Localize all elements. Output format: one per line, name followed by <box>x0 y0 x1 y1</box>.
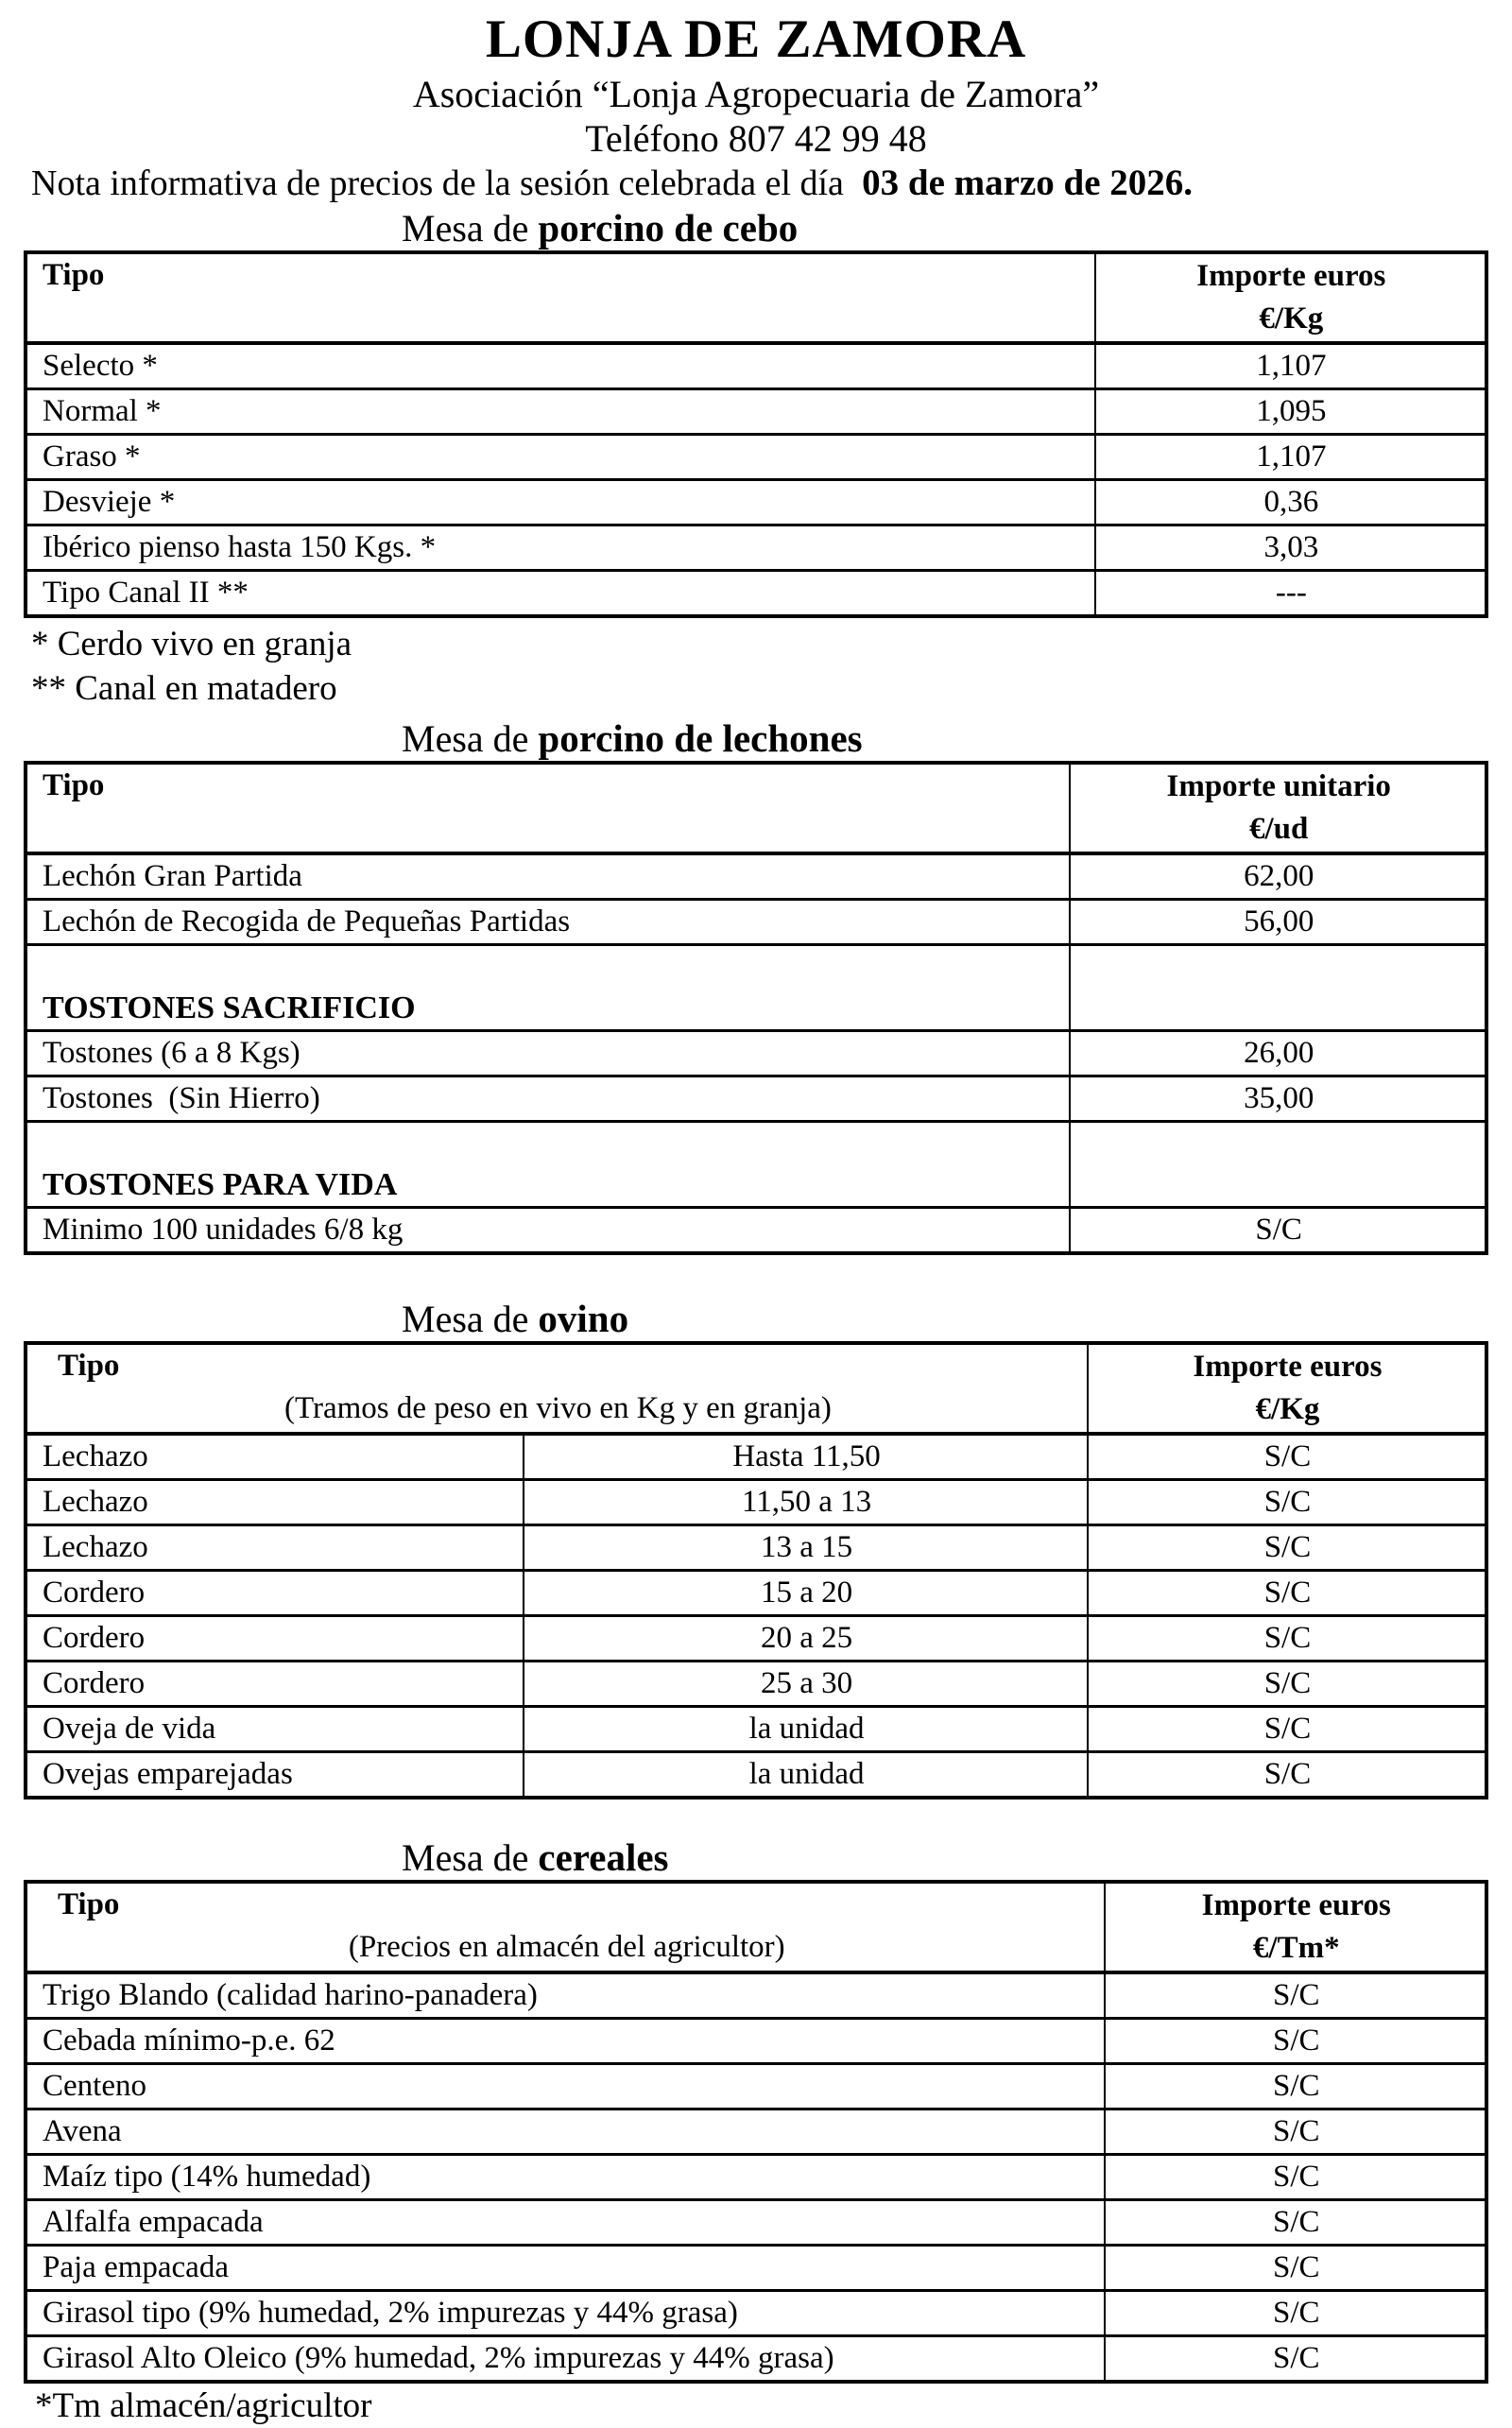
table-row <box>26 1480 1486 1525</box>
heading-bold: porcino de lechones <box>538 716 863 760</box>
row-label: Graso * <box>26 435 1095 480</box>
footnote-tm-warehouse: *Tm almacén/agricultor <box>35 2386 372 2425</box>
col-header-tipo <box>26 1343 1088 1434</box>
row-label: Paja empacada <box>26 2246 1105 2291</box>
table-row <box>26 2155 1486 2200</box>
row-price-value: S/C <box>1088 1434 1486 1480</box>
row-label: Avena <box>26 2109 1105 2155</box>
col-header-amount-unit: Importe euros <box>1201 1888 1391 1922</box>
row-price-value: S/C <box>1088 1525 1486 1571</box>
table-row <box>26 1752 1486 1799</box>
table-row <box>26 1616 1486 1662</box>
col-header-amount-unit: Importe unitario <box>1166 769 1391 803</box>
row-price-value: S/C <box>1088 1571 1486 1616</box>
row-label: Ovejas emparejadas <box>26 1752 524 1799</box>
row-weight-range: 11,50 a 13 <box>524 1480 1088 1525</box>
row-label: Tostones (Sin Hierro) <box>26 1076 1070 1122</box>
row-price-value: S/C <box>1105 2019 1486 2064</box>
col-header-tipo-subnote: (Tramos de peso en vivo en Kg y en granja) <box>284 1391 832 1425</box>
row-price-value: S/C <box>1105 2064 1486 2109</box>
col-header-tipo-subnote: (Precios en almacén del agricultor) <box>348 1930 785 1964</box>
table-row <box>26 1076 1486 1122</box>
col-header-amount-measure: €/ud <box>1249 812 1309 846</box>
row-weight-range: 15 a 20 <box>524 1571 1088 1616</box>
row-price-value: 56,00 <box>1070 900 1486 945</box>
heading-prefix: Mesa de <box>402 1298 539 1340</box>
row-label: Selecto * <box>26 343 1095 389</box>
heading-bold: porcino de cebo <box>538 206 799 250</box>
table-row <box>26 435 1486 480</box>
row-weight-range: 20 a 25 <box>524 1616 1088 1662</box>
phone-line: Teléfono 807 42 99 48 <box>585 117 927 160</box>
footnote-carcass: ** Canal en matadero <box>31 669 337 708</box>
session-note <box>24 161 1488 206</box>
row-price-value: 1,095 <box>1095 389 1486 435</box>
table-row <box>26 2336 1486 2383</box>
row-label: Normal * <box>26 389 1095 435</box>
col-header-amount-measure: €/Kg <box>1259 301 1324 336</box>
table-row <box>26 1208 1486 1254</box>
table-row <box>26 1662 1486 1707</box>
row-label: Cebada mínimo-p.e. 62 <box>26 2019 1105 2064</box>
row-label: Minimo 100 unidades 6/8 kg <box>26 1208 1070 1254</box>
col-header-amount <box>1105 1882 1486 1972</box>
table-row <box>26 945 1486 1031</box>
table-row <box>26 853 1486 900</box>
row-label: Lechazo <box>26 1434 524 1480</box>
row-label: Cordero <box>26 1616 524 1662</box>
row-label: Cordero <box>26 1571 524 1616</box>
table-row <box>26 2019 1486 2064</box>
ovino-table <box>24 1341 1488 1799</box>
table-row <box>26 1031 1486 1076</box>
row-price-value: S/C <box>1088 1662 1486 1707</box>
row-label: Lechón de Recogida de Pequeñas Partidas <box>26 900 1070 945</box>
row-price-value <box>1070 945 1486 1031</box>
col-header-tipo: Tipo <box>26 252 1095 343</box>
footnotes-block <box>24 622 1488 711</box>
col-header-amount-unit: Importe euros <box>1196 259 1386 293</box>
table-row <box>26 1434 1486 1480</box>
row-weight-range: la unidad <box>524 1752 1088 1799</box>
section-heading-porcino-cebo <box>24 206 1488 250</box>
row-price-value: --- <box>1095 571 1486 617</box>
table-row <box>26 1525 1486 1571</box>
table-row <box>26 480 1486 525</box>
row-price-value: S/C <box>1105 2200 1486 2246</box>
table-row <box>26 900 1486 945</box>
col-header-tipo-label: Tipo <box>58 1349 120 1383</box>
row-label: Trigo Blando (calidad harino-panadera) <box>26 1972 1105 2019</box>
table-row <box>26 1571 1486 1616</box>
row-label: Alfalfa empacada <box>26 2200 1105 2246</box>
row-label: Tipo Canal II ** <box>26 571 1095 617</box>
col-header-amount <box>1070 763 1486 853</box>
row-price-value: 35,00 <box>1070 1076 1486 1122</box>
table-row <box>26 2291 1486 2336</box>
row-label: TOSTONES SACRIFICIO <box>26 945 1070 1031</box>
row-label: TOSTONES PARA VIDA <box>26 1122 1070 1208</box>
table-row <box>26 2109 1486 2155</box>
section-heading-porcino-lechones <box>24 716 1488 761</box>
row-price-value: S/C <box>1088 1752 1486 1799</box>
table-row <box>26 2246 1486 2291</box>
heading-prefix: Mesa de <box>402 717 539 760</box>
row-label: Girasol tipo (9% humedad, 2% impurezas y 44% grasa) <box>26 2291 1105 2336</box>
row-label: Ibérico pienso hasta 150 Kgs. * <box>26 525 1095 571</box>
section-heading-cereales <box>24 1835 1488 1880</box>
row-label: Cordero <box>26 1662 524 1707</box>
row-label: Maíz tipo (14% humedad) <box>26 2155 1105 2200</box>
col-header-amount-measure: €/Tm* <box>1252 1931 1340 1965</box>
row-weight-range: Hasta 11,50 <box>524 1434 1088 1480</box>
row-weight-range: la unidad <box>524 1707 1088 1752</box>
row-label: Tostones (6 a 8 Kgs) <box>26 1031 1070 1076</box>
col-header-amount <box>1088 1343 1486 1434</box>
table-row <box>26 1972 1486 2019</box>
row-price-value: S/C <box>1105 2291 1486 2336</box>
table-row <box>26 2200 1486 2246</box>
row-weight-range: 13 a 15 <box>524 1525 1088 1571</box>
porcino-lechones-table <box>24 761 1488 1255</box>
table-row <box>26 525 1486 571</box>
footnote-live-pig: * Cerdo vivo en granja <box>31 625 352 663</box>
row-price-value: S/C <box>1105 2246 1486 2291</box>
row-label: Desvieje * <box>26 480 1095 525</box>
porcino-cebo-table <box>24 250 1488 618</box>
table-row <box>26 343 1486 389</box>
col-header-amount-measure: €/Kg <box>1255 1392 1320 1426</box>
row-price-value: 26,00 <box>1070 1031 1486 1076</box>
table-row <box>26 1122 1486 1208</box>
row-label: Girasol Alto Oleico (9% humedad, 2% impurezas y 44% grasa) <box>26 2336 1105 2383</box>
row-price-value: S/C <box>1105 2155 1486 2200</box>
row-weight-range: 25 a 30 <box>524 1662 1088 1707</box>
row-price-value: S/C <box>1088 1616 1486 1662</box>
heading-prefix: Mesa de <box>402 1836 539 1879</box>
row-label: Lechazo <box>26 1525 524 1571</box>
session-note-text: Nota informativa de precios de la sesión celebrada el día <box>31 164 853 203</box>
table-row <box>26 389 1486 435</box>
row-price-value: S/C <box>1088 1707 1486 1752</box>
row-price-value: S/C <box>1105 2336 1486 2383</box>
table-row <box>26 571 1486 617</box>
row-price-value: 62,00 <box>1070 853 1486 900</box>
section-heading-ovino <box>24 1297 1488 1341</box>
table-row <box>26 1707 1486 1752</box>
table-header-row <box>26 1882 1486 1972</box>
row-label: Lechazo <box>26 1480 524 1525</box>
page-title: LONJA DE ZAMORA <box>485 9 1027 69</box>
row-price-value: 1,107 <box>1095 435 1486 480</box>
row-price-value: S/C <box>1088 1480 1486 1525</box>
table-header-row <box>26 1343 1486 1434</box>
session-date: 03 de marzo de 2026. <box>852 163 1194 203</box>
col-header-amount <box>1095 252 1486 343</box>
row-label: Oveja de vida <box>26 1707 524 1752</box>
row-label: Lechón Gran Partida <box>26 853 1070 900</box>
col-header-tipo-label: Tipo <box>58 1887 120 1921</box>
heading-bold: ovino <box>538 1297 629 1340</box>
cereales-table <box>24 1880 1488 2384</box>
row-price-value: S/C <box>1105 1972 1486 2019</box>
heading-prefix: Mesa de <box>402 207 539 250</box>
table-row <box>26 2064 1486 2109</box>
row-price-value: S/C <box>1070 1208 1486 1254</box>
row-price-value: 0,36 <box>1095 480 1486 525</box>
table-header-row <box>26 763 1486 853</box>
row-price-value: 1,107 <box>1095 343 1486 389</box>
col-header-amount-unit: Importe euros <box>1193 1350 1383 1384</box>
col-header-tipo <box>26 1882 1105 1972</box>
heading-bold: cereales <box>538 1835 669 1879</box>
table-header-row <box>26 252 1486 343</box>
association-subtitle: Asociación “Lonja Agropecuaria de Zamora” <box>412 73 1100 115</box>
row-price-value: 3,03 <box>1095 525 1486 571</box>
row-price-value <box>1070 1122 1486 1208</box>
row-price-value: S/C <box>1105 2109 1486 2155</box>
row-label: Centeno <box>26 2064 1105 2109</box>
col-header-tipo: Tipo <box>26 763 1070 853</box>
